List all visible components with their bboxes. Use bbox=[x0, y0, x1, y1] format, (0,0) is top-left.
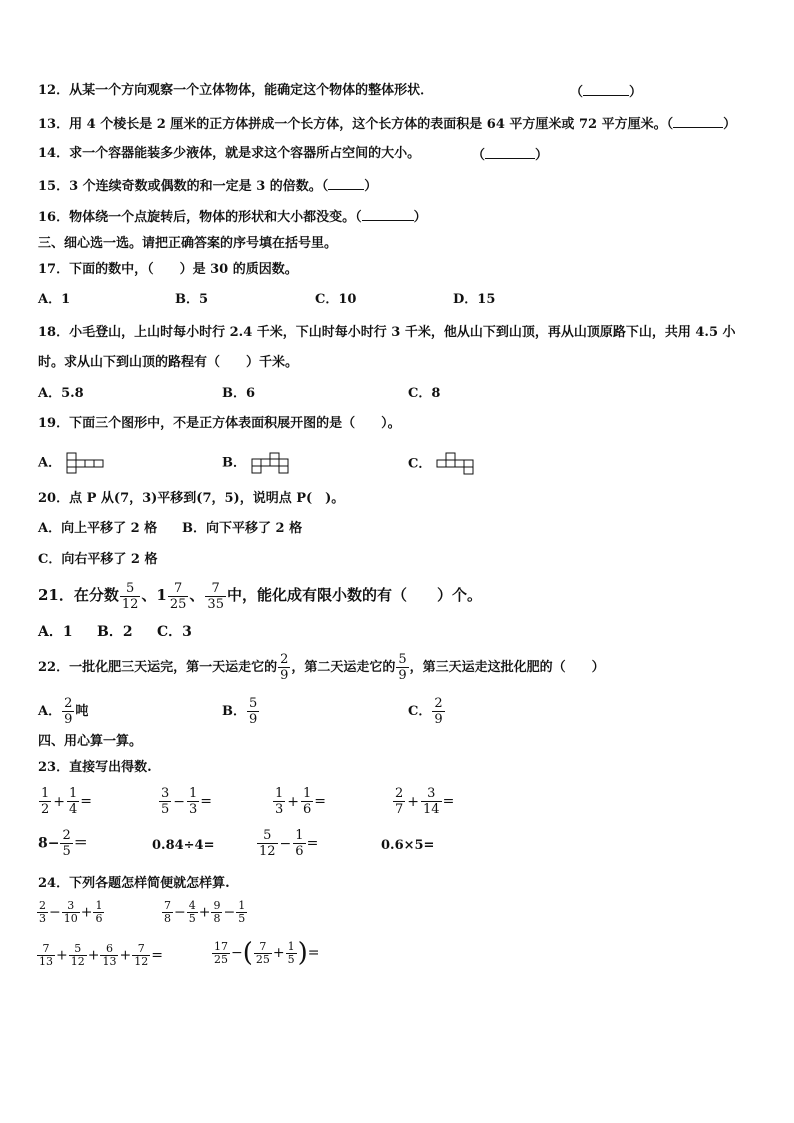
calc-23-7: $\frac{5}{12}$ − $\frac{1}{6}$ = bbox=[259, 828, 319, 859]
calc-23-2: $\frac{3}{5}$ − $\frac{1}{3}$ = bbox=[161, 786, 213, 817]
section-4-heading: 四、用心算一算。 bbox=[38, 734, 143, 749]
cube-net-a-figure bbox=[66, 452, 108, 474]
option-20-b[interactable]: B．向下平移了 2 格 bbox=[182, 521, 303, 536]
section-3-heading: 三、细心选一选。请把正确答案的序号填在括号里。 bbox=[38, 236, 338, 251]
question-14 bbox=[38, 146, 549, 163]
calc-23-1: $\frac{1}{2}$ + $\frac{1}{4}$ = bbox=[41, 786, 93, 817]
question-24-text: 24．下列各题怎样简便就怎样算. bbox=[38, 876, 230, 891]
calc-23-6: 0.84÷4= bbox=[152, 838, 215, 853]
question-15 bbox=[38, 177, 377, 195]
option-21-b[interactable]: B．2 bbox=[97, 624, 133, 640]
option-20-a[interactable]: A．向上平移了 2 格 bbox=[38, 521, 158, 536]
option-17-d[interactable]: D．15 bbox=[453, 292, 496, 307]
calc-23-3: $\frac{1}{3}$ + $\frac{1}{6}$ = bbox=[275, 786, 327, 817]
option-18-c[interactable]: C．8 bbox=[408, 386, 441, 401]
cube-net-b-figure bbox=[251, 452, 293, 474]
option-17-a[interactable]: A．1 bbox=[38, 292, 71, 307]
calc-24-1: $\frac{2}{3}$ − $\frac{3}{10}$ + $\frac{1}{6}$ bbox=[39, 899, 103, 925]
fraction-7-35: $\frac{7}{35}$ bbox=[207, 580, 224, 612]
question-18-line-1: 18．小毛登山，上山时每小时行 2.4 千米，下山时每小时行 3 千米，他从山下到山顶，再从山顶原路下山，共用 4.5 小 bbox=[38, 325, 736, 340]
question-19-text: 19．下面三个图形中，不是正方体表面积展开图的是（ ）。 bbox=[38, 416, 401, 431]
calc-23-8: 0.6×5= bbox=[381, 838, 435, 853]
fraction-2-9: $\frac{2}{9}$ bbox=[280, 652, 289, 683]
option-19-c[interactable]: C． bbox=[408, 452, 478, 476]
question-12 bbox=[38, 83, 643, 100]
calc-24-3: $\frac{7}{13}$ + $\frac{5}{12}$ + $\frac{6}{13}$ + $\frac{7}{12}$ = bbox=[39, 942, 163, 968]
fraction-5-9: $\frac{5}{9}$ bbox=[398, 652, 407, 683]
answer-blank-15[interactable]: （ ） bbox=[321, 179, 378, 194]
question-15-text: 15．3 个连续奇数或偶数的和一定是 3 的倍数。 bbox=[38, 179, 322, 194]
fraction-7-25: $\frac{7}{25}$ bbox=[169, 580, 187, 612]
question-16 bbox=[38, 208, 427, 226]
option-19-b[interactable]: B． bbox=[222, 452, 293, 474]
calc-24-2: $\frac{7}{8}$ − $\frac{4}{5}$ + $\frac{9}{8}$ − $\frac{1}{5}$ bbox=[164, 899, 246, 925]
question-12-text: 12．从某一个方向观察一个立体物体，能确定这个物体的整体形状． bbox=[38, 83, 434, 98]
option-22-c[interactable]: C． $\frac{2}{9}$ bbox=[408, 696, 443, 727]
question-23-text: 23．直接写出得数. bbox=[38, 760, 152, 775]
answer-blank-14[interactable]: （ ） bbox=[472, 148, 549, 163]
fraction-5-12: $\frac{5}{12}$ bbox=[121, 580, 139, 612]
option-17-b[interactable]: B．5 bbox=[175, 292, 209, 307]
calc-24-4: $\frac{17}{25}$ −( $\frac{7}{25}$ + $\frac{1}{5}$ )= bbox=[214, 938, 320, 968]
cube-net-c-figure bbox=[436, 452, 478, 476]
question-13 bbox=[38, 115, 736, 133]
right-paren-icon: ) bbox=[297, 938, 308, 968]
question-18-line-2: 时。求从山下到山顶的路程有（ ）千米。 bbox=[38, 355, 299, 370]
option-22-b[interactable]: B． $\frac{5}{9}$ bbox=[222, 696, 258, 727]
left-paren-icon: ( bbox=[242, 938, 253, 968]
question-16-text: 16．物体绕一个点旋转后，物体的形状和大小都没变。 bbox=[38, 210, 356, 225]
calc-23-5: 8− $\frac{2}{5}$ ＝ bbox=[38, 828, 88, 859]
question-21: 21．在分数 $\frac{5}{12}$ 、1 $\frac{7}{25}$ 、 $\frac{7}{35}$ 中，能化成有限小数的有（ ）个。 bbox=[38, 580, 482, 612]
answer-blank-13[interactable]: （ ） bbox=[666, 117, 737, 132]
answer-blank-16[interactable]: （ ） bbox=[355, 210, 427, 225]
option-20-c[interactable]: C．向右平移了 2 格 bbox=[38, 552, 158, 567]
option-21-a[interactable]: A．1 bbox=[38, 624, 73, 640]
option-18-b[interactable]: B．6 bbox=[222, 386, 256, 401]
question-20-text: 20．点 P 从(7，3)平移到(7，5)，说明点 P( )。 bbox=[38, 491, 345, 506]
question-14-text: 14．求一个容器能装多少液体，就是求这个容器所占空间的大小。 bbox=[38, 146, 421, 161]
answer-blank-12[interactable]: （ ） bbox=[570, 85, 643, 100]
calc-23-4: $\frac{2}{7}$ + $\frac{3}{14}$ = bbox=[395, 786, 455, 817]
option-18-a[interactable]: A．5.8 bbox=[38, 386, 84, 401]
question-17-text: 17．下面的数中，（ ）是 30 的质因数。 bbox=[38, 262, 298, 277]
question-13-text: 13．用 4 个棱长是 2 厘米的正方体拼成一个长方体，这个长方体的表面积是 64 平方厘米或 72 平方厘米。 bbox=[38, 117, 667, 132]
question-22: 22．一批化肥三天运完，第一天运走它的 $\frac{2}{9}$ ，第二天运走它的 $\frac{5}{9}$ ，第三天运走这批化肥的（ ） bbox=[38, 652, 605, 683]
option-17-c[interactable]: C．10 bbox=[315, 292, 357, 307]
option-22-a[interactable]: A． $\frac{2}{9}$ 吨 bbox=[38, 696, 89, 727]
option-21-c[interactable]: C．3 bbox=[157, 624, 192, 640]
option-19-a[interactable]: A． bbox=[38, 452, 108, 474]
